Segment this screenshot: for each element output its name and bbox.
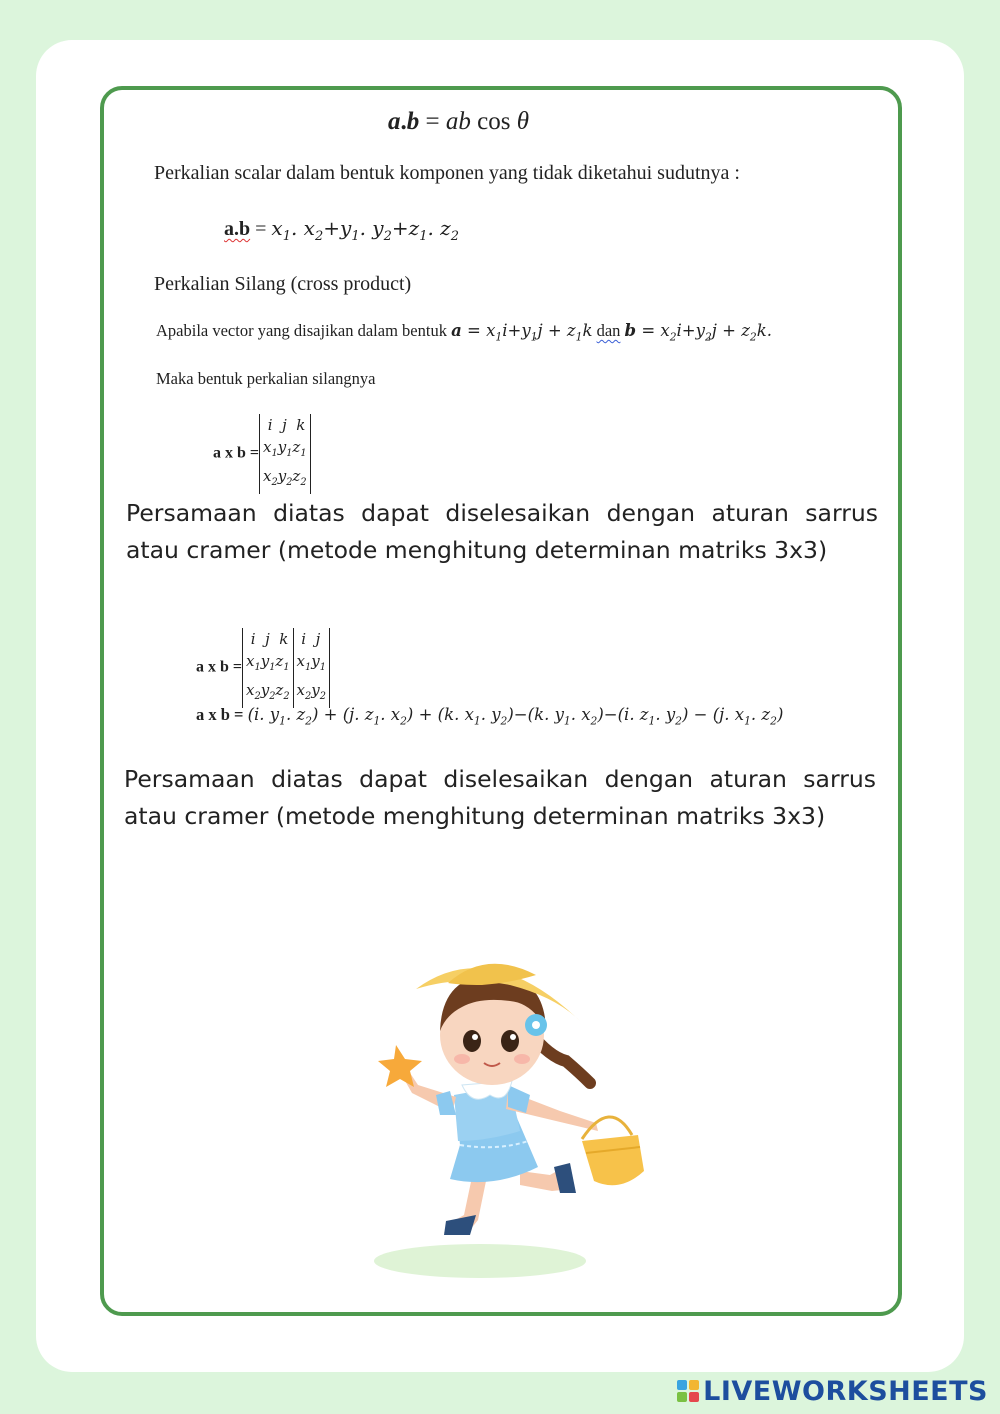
cross-intro-dan: dan: [596, 321, 621, 340]
scalar-heading: Perkalian scalar dalam bentuk komponen yang tidak diketahui sudutnya :: [154, 162, 740, 184]
cross-expansion: a x b = (i. $y_1$. $z_2) + (j$. $z_1$. $x_2) + (k$. $x_1$. $y_2)-(k$. $y_1$. $x_2)-(i$. $z_1$. $y_2) - (j$. $x_1$. $z_2$): [196, 705, 784, 728]
brand-name: LIVEWORKSHEETS: [703, 1375, 988, 1407]
explanation-paragraph-2: Persamaan diatas dapat diselesaikan dengan aturan sarrus atau cramer (metode menghitung determinan matriks 3x3): [124, 765, 876, 830]
dot-product-definition: a.b = ab cos θ: [388, 108, 529, 135]
bucket-icon: [582, 1135, 644, 1185]
ground-shadow: [374, 1244, 586, 1278]
axb-label-2: a x b =: [196, 658, 243, 676]
cross-determinant: [213, 414, 311, 494]
sarrus-determinant: [196, 628, 330, 708]
star-icon: [378, 1045, 422, 1087]
expansion-lhs: a x b =: [196, 705, 244, 724]
cross-heading: Perkalian Silang (cross product): [154, 273, 412, 295]
liveworksheets-logo[interactable]: [677, 1374, 988, 1408]
axb-label: a x b =: [213, 444, 260, 462]
sarrus-matrix: i j k $x_1y_1z_1$ $x_2y_2z_2$: [242, 628, 294, 708]
cross-intro-text: Apabila vector yang disajikan dalam bentuk: [156, 321, 447, 340]
girl-illustration: [360, 945, 660, 1285]
determinant-matrix: i j k $x_1y_1z_1$ $x_2y_2z_2$: [259, 414, 311, 494]
sarrus-extension: i j $x_1y_1$ $x_2y_2$: [294, 628, 330, 708]
dot-components-formula: $a.b = x_1$. $x_2+y_1$. $y_2+z_1$. $z_2$: [224, 216, 460, 244]
cross-result-text: Maka bentuk perkalian silangnya: [156, 369, 376, 388]
logo-grid-icon: [677, 1380, 699, 1402]
explanation-paragraph-1: Persamaan diatas dapat diselesaikan dengan aturan sarrus atau cramer (metode menghitung determinan matriks 3x3): [126, 499, 878, 564]
cross-intro: Apabila vector yang disajikan dalam bentuk $a = x_1i+y_1j + z_1k$ dan $b = x_2i+y_2j + z_2k$.: [156, 321, 772, 344]
dot-lhs: a.b: [224, 218, 251, 240]
